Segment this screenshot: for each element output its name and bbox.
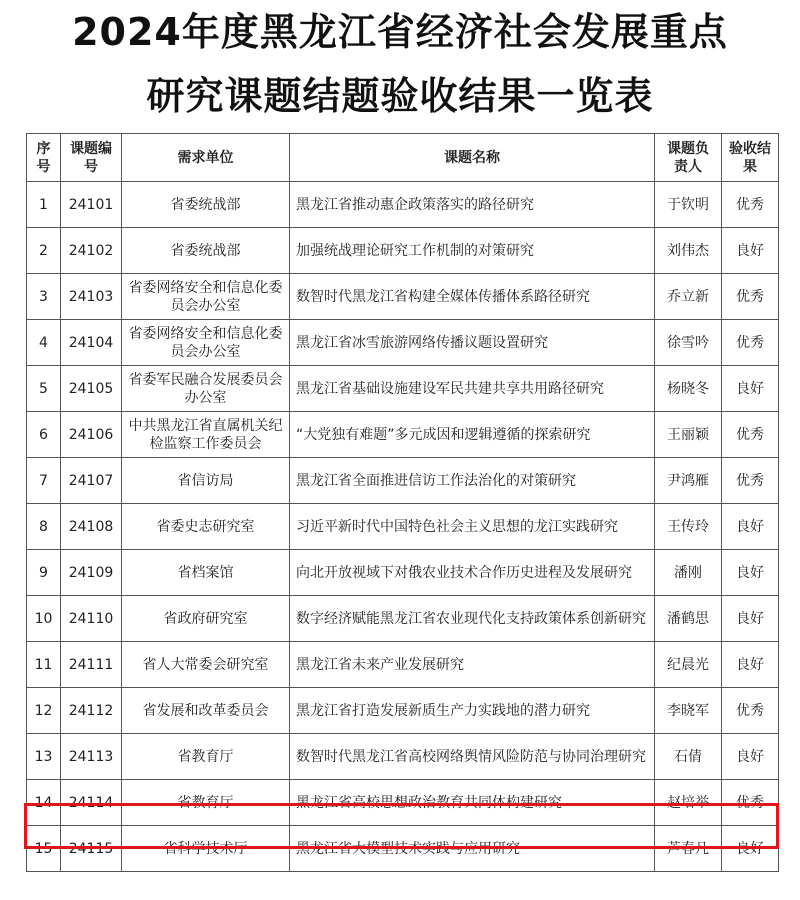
table-row (27, 320, 779, 366)
cell-code: 24106 (61, 412, 122, 458)
cell-seq: 14 (27, 780, 61, 826)
cell-unit: 省委军民融合发展委员会办公室 (122, 366, 290, 412)
cell-result: 良好 (722, 734, 779, 780)
cell-unit: 省档案馆 (122, 550, 290, 596)
cell-seq: 11 (27, 642, 61, 688)
cell-name: 黑龙江省基础设施建设军民共建共享共用路径研究 (290, 366, 655, 412)
cell-unit: 省委统战部 (122, 182, 290, 228)
table-row (27, 642, 779, 688)
table-row (27, 550, 779, 596)
cell-leader: 石倩 (655, 734, 722, 780)
cell-leader: 徐雪吟 (655, 320, 722, 366)
cell-result: 优秀 (722, 412, 779, 458)
cell-leader: 于钦明 (655, 182, 722, 228)
cell-leader: 芦春凡 (655, 826, 722, 872)
header-result: 验收结果 (722, 134, 779, 182)
cell-leader: 潘刚 (655, 550, 722, 596)
cell-leader: 赵培举 (655, 780, 722, 826)
cell-unit: 省委统战部 (122, 228, 290, 274)
cell-code: 24112 (61, 688, 122, 734)
cell-unit: 省委史志研究室 (122, 504, 290, 550)
cell-name: 加强统战理论研究工作机制的对策研究 (290, 228, 655, 274)
cell-result: 良好 (722, 550, 779, 596)
cell-code: 24101 (61, 182, 122, 228)
cell-result: 良好 (722, 596, 779, 642)
table-row (27, 274, 779, 320)
cell-seq: 1 (27, 182, 61, 228)
header-row (27, 134, 779, 182)
cell-code: 24104 (61, 320, 122, 366)
table-row (27, 688, 779, 734)
cell-seq: 15 (27, 826, 61, 872)
cell-result: 优秀 (722, 182, 779, 228)
cell-result: 良好 (722, 642, 779, 688)
cell-name: 向北开放视域下对俄农业技术合作历史进程及发展研究 (290, 550, 655, 596)
cell-leader: 王丽颖 (655, 412, 722, 458)
page-title-line-2: 研究课题结题验收结果一览表 (146, 74, 654, 118)
cell-unit: 省信访局 (122, 458, 290, 504)
cell-seq: 7 (27, 458, 61, 504)
cell-name: 黑龙江省推动惠企政策落实的路径研究 (290, 182, 655, 228)
cell-name: 习近平新时代中国特色社会主义思想的龙江实践研究 (290, 504, 655, 550)
cell-result: 良好 (722, 366, 779, 412)
cell-result: 优秀 (722, 458, 779, 504)
cell-code: 24108 (61, 504, 122, 550)
cell-code: 24107 (61, 458, 122, 504)
cell-leader: 尹鸿雁 (655, 458, 722, 504)
cell-seq: 2 (27, 228, 61, 274)
cell-seq: 13 (27, 734, 61, 780)
cell-code: 24111 (61, 642, 122, 688)
cell-seq: 9 (27, 550, 61, 596)
cell-result: 优秀 (722, 688, 779, 734)
cell-result: 优秀 (722, 780, 779, 826)
table-row (27, 228, 779, 274)
cell-leader: 潘鹤思 (655, 596, 722, 642)
cell-result: 良好 (722, 826, 779, 872)
cell-seq: 3 (27, 274, 61, 320)
cell-code: 24102 (61, 228, 122, 274)
header-seq: 序号 (27, 134, 61, 182)
cell-code: 24114 (61, 780, 122, 826)
table-row (27, 182, 779, 228)
cell-name: “大党独有难题”多元成因和逻辑遵循的探索研究 (290, 412, 655, 458)
table-row (27, 780, 779, 826)
cell-result: 优秀 (722, 274, 779, 320)
cell-name: 数智时代黑龙江省构建全媒体传播体系路径研究 (290, 274, 655, 320)
table-row (27, 504, 779, 550)
cell-name: 数智时代黑龙江省高校网络舆情风险防范与协同治理研究 (290, 734, 655, 780)
cell-leader: 刘伟杰 (655, 228, 722, 274)
cell-leader: 李晓军 (655, 688, 722, 734)
cell-code: 24115 (61, 826, 122, 872)
cell-name: 黑龙江省打造发展新质生产力实践地的潜力研究 (290, 688, 655, 734)
cell-seq: 8 (27, 504, 61, 550)
header-leader: 课题负责人 (655, 134, 722, 182)
cell-seq: 6 (27, 412, 61, 458)
cell-unit: 省教育厅 (122, 734, 290, 780)
cell-unit: 中共黑龙江省直属机关纪检监察工作委员会 (122, 412, 290, 458)
table-row (27, 366, 779, 412)
cell-leader: 纪晨光 (655, 642, 722, 688)
cell-code: 24105 (61, 366, 122, 412)
cell-result: 良好 (722, 504, 779, 550)
header-unit: 需求单位 (122, 134, 290, 182)
cell-seq: 5 (27, 366, 61, 412)
cell-unit: 省委网络安全和信息化委员会办公室 (122, 274, 290, 320)
table-row (27, 826, 779, 872)
cell-seq: 10 (27, 596, 61, 642)
cell-code: 24110 (61, 596, 122, 642)
cell-unit: 省政府研究室 (122, 596, 290, 642)
results-table (26, 133, 779, 872)
cell-unit: 省委网络安全和信息化委员会办公室 (122, 320, 290, 366)
cell-name: 数字经济赋能黑龙江省农业现代化支持政策体系创新研究 (290, 596, 655, 642)
table-row (27, 734, 779, 780)
cell-unit: 省科学技术厅 (122, 826, 290, 872)
cell-unit: 省教育厅 (122, 780, 290, 826)
header-code: 课题编号 (61, 134, 122, 182)
page-title-line-1: 2024年度黑龙江省经济社会发展重点 (72, 10, 728, 54)
table-row (27, 458, 779, 504)
table-row (27, 596, 779, 642)
cell-leader: 王传玲 (655, 504, 722, 550)
cell-name: 黑龙江省冰雪旅游网络传播议题设置研究 (290, 320, 655, 366)
cell-leader: 杨晓冬 (655, 366, 722, 412)
cell-result: 优秀 (722, 320, 779, 366)
cell-code: 24113 (61, 734, 122, 780)
cell-name: 黑龙江省全面推进信访工作法治化的对策研究 (290, 458, 655, 504)
cell-seq: 12 (27, 688, 61, 734)
cell-seq: 4 (27, 320, 61, 366)
cell-unit: 省发展和改革委员会 (122, 688, 290, 734)
header-name: 课题名称 (290, 134, 655, 182)
cell-name: 黑龙江省大模型技术实践与应用研究 (290, 826, 655, 872)
cell-result: 良好 (722, 228, 779, 274)
cell-code: 24109 (61, 550, 122, 596)
table-row (27, 412, 779, 458)
cell-name: 黑龙江省高校思想政治教育共同体构建研究 (290, 780, 655, 826)
cell-name: 黑龙江省未来产业发展研究 (290, 642, 655, 688)
cell-code: 24103 (61, 274, 122, 320)
cell-unit: 省人大常委会研究室 (122, 642, 290, 688)
cell-leader: 乔立新 (655, 274, 722, 320)
